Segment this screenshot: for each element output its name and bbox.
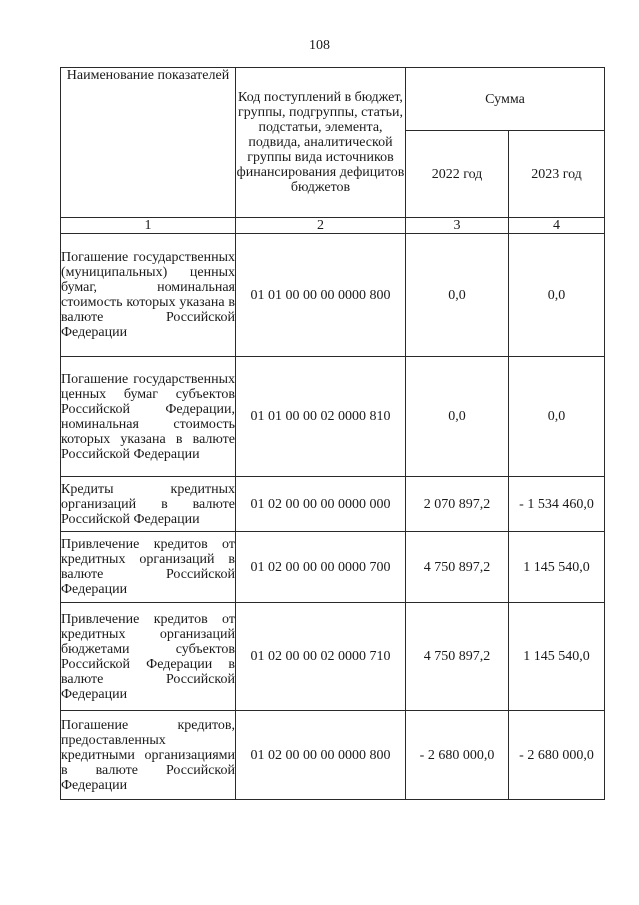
row-code: 01 01 00 00 00 0000 800 [236, 234, 406, 357]
row-value-2022: 0,0 [406, 357, 509, 477]
table-row [61, 477, 605, 532]
budget-sources-table [60, 67, 605, 800]
header-sum: Сумма [406, 68, 605, 131]
row-value-2022: 4 750 897,2 [406, 603, 509, 711]
row-code: 01 02 00 00 00 0000 800 [236, 711, 406, 800]
table-row [61, 711, 605, 800]
row-value-2023: - 1 534 460,0 [509, 477, 605, 532]
row-code: 01 02 00 00 00 0000 700 [236, 532, 406, 603]
row-name: Погашение государственных (муниципальных) ценных бумаг, номинальная стоимость которых указана в валюте Российской Федерации [61, 234, 236, 357]
row-code: 01 01 00 00 02 0000 810 [236, 357, 406, 477]
table-row [61, 234, 605, 357]
row-name: Кредиты кредитных организаций в валюте Российской Федерации [61, 477, 236, 532]
table-row [61, 357, 605, 477]
row-code: 01 02 00 00 00 0000 000 [236, 477, 406, 532]
row-value-2022: 2 070 897,2 [406, 477, 509, 532]
column-number-1: 1 [61, 218, 236, 234]
row-name: Привлечение кредитов от кредитных организаций бюджетами субъектов Российской Федерации в валюте Российской Федерации [61, 603, 236, 711]
row-value-2022: 4 750 897,2 [406, 532, 509, 603]
page-number: 108 [309, 38, 330, 53]
column-number-4: 4 [509, 218, 605, 234]
column-number-2: 2 [236, 218, 406, 234]
table-row [61, 532, 605, 603]
row-value-2023: 0,0 [509, 357, 605, 477]
table-row [61, 603, 605, 711]
column-number-3: 3 [406, 218, 509, 234]
header-year-2023: 2023 год [509, 131, 605, 218]
row-value-2023: - 2 680 000,0 [509, 711, 605, 800]
row-value-2022: 0,0 [406, 234, 509, 357]
row-name: Привлечение кредитов от кредитных организаций в валюте Российской Федерации [61, 532, 236, 603]
row-value-2023: 1 145 540,0 [509, 532, 605, 603]
row-name: Погашение кредитов, предоставленных кредитными организациями в валюте Российской Федерации [61, 711, 236, 800]
row-value-2023: 0,0 [509, 234, 605, 357]
header-name: Наименование показателей [61, 68, 236, 218]
row-value-2022: - 2 680 000,0 [406, 711, 509, 800]
row-code: 01 02 00 00 02 0000 710 [236, 603, 406, 711]
row-name: Погашение государственных ценных бумаг субъектов Российской Федерации, номинальная стоимость которых указана в валюте Российской Федерации [61, 357, 236, 477]
header-year-2022: 2022 год [406, 131, 509, 218]
row-value-2023: 1 145 540,0 [509, 603, 605, 711]
header-code: Код поступлений в бюджет, группы, подгруппы, статьи, подстатьи, элемента, подвида, аналитической группы вида источников финансирования дефицитов бюджетов [236, 68, 406, 218]
